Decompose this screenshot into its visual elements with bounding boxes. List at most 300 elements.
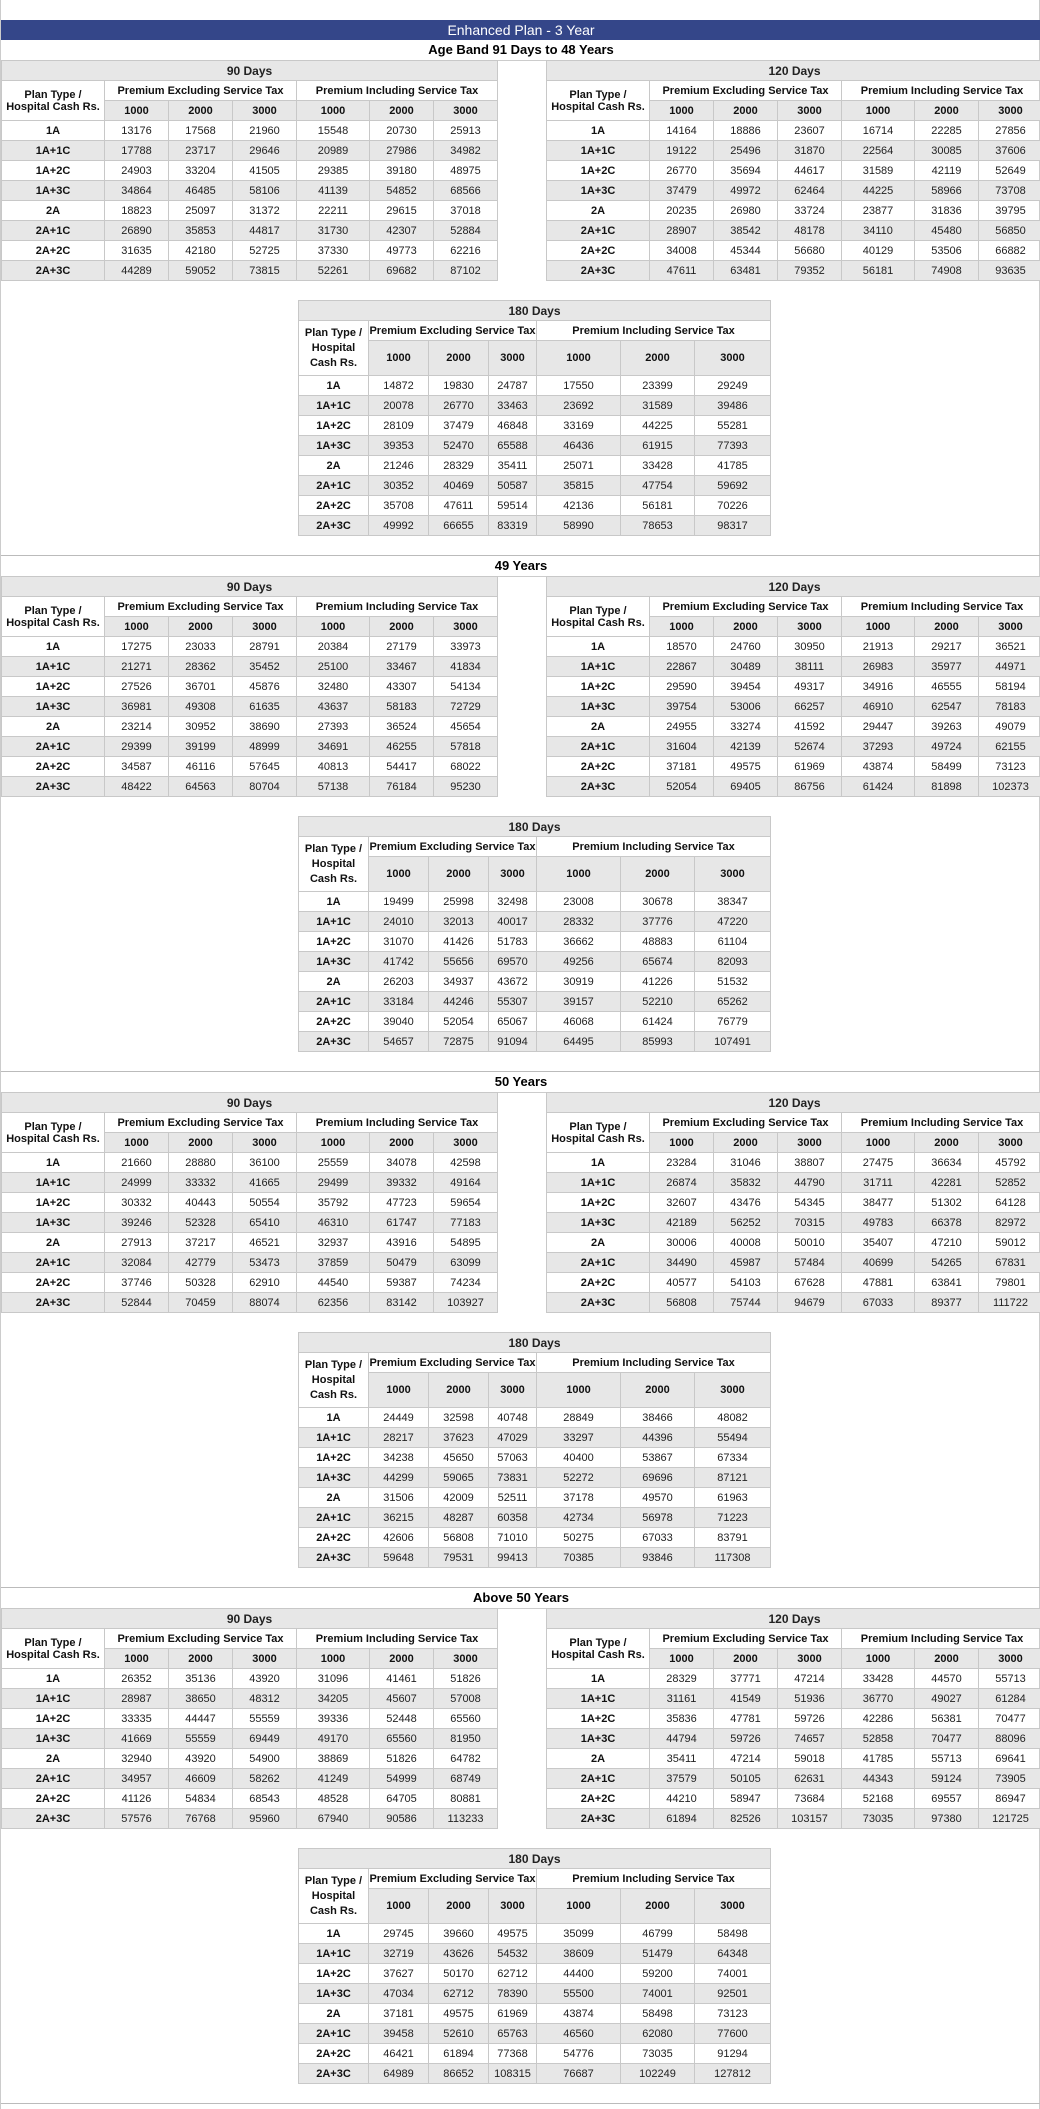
premium-cell: 30489 (714, 657, 778, 677)
premium-cell: 35836 (650, 1709, 714, 1729)
premium-cell: 29249 (695, 376, 771, 396)
premium-cell: 20235 (650, 201, 714, 221)
premium-cell: 25071 (537, 456, 621, 476)
table-row (2, 1273, 498, 1293)
premium-cell: 87102 (434, 261, 498, 281)
premium-cell: 52649 (979, 161, 1040, 181)
premium-cell: 72875 (429, 1032, 489, 1052)
premium-cell: 29385 (297, 161, 370, 181)
plan-title-bar: Enhanced Plan - 3 Year (1, 20, 1040, 40)
premium-cell: 44447 (169, 1709, 233, 1729)
table-row (299, 396, 771, 416)
premium-cell: 32607 (650, 1193, 714, 1213)
premium-cell: 26203 (369, 972, 429, 992)
premium-cell: 41461 (370, 1669, 434, 1689)
premium-cell: 41669 (105, 1729, 169, 1749)
premium-cell: 30352 (369, 476, 429, 496)
table-row (2, 221, 498, 241)
premium-cell: 33184 (369, 992, 429, 1012)
premium-cell: 65410 (233, 1213, 297, 1233)
premium-cell: 65588 (489, 436, 537, 456)
premium-cell: 52844 (105, 1293, 169, 1313)
premium-cell: 32480 (297, 677, 370, 697)
plan-type-cell: 2A+2C (2, 1789, 105, 1809)
plan-type-cell: 2A (299, 2004, 369, 2024)
plan-type-header: Plan Type / Hospital Cash Rs. (547, 597, 650, 637)
hospital-cash-header: 1000 (369, 1889, 429, 1924)
premium-cell: 41426 (429, 932, 489, 952)
premium-cell: 34587 (105, 757, 169, 777)
premium-cell: 23399 (621, 376, 695, 396)
premium-cell: 52858 (842, 1729, 915, 1749)
premium-cell: 69682 (370, 261, 434, 281)
premium-cell: 17788 (105, 141, 169, 161)
table-row (2, 1809, 498, 1829)
premium-cell: 47723 (370, 1193, 434, 1213)
premium-cell: 66882 (979, 241, 1040, 261)
premium-cell: 57008 (434, 1689, 498, 1709)
premium-cell: 34691 (297, 737, 370, 757)
premium-cell: 56808 (650, 1293, 714, 1313)
table-duration-title: 120 Days (547, 1093, 1040, 1113)
premium-cell: 83791 (695, 1528, 771, 1548)
premium-cell: 52328 (169, 1213, 233, 1233)
premium-cell: 59065 (429, 1468, 489, 1488)
plan-type-cell: 1A+2C (547, 1709, 650, 1729)
premium-cell: 41249 (297, 1769, 370, 1789)
table-row (299, 892, 771, 912)
premium-cell: 79531 (429, 1548, 489, 1568)
premium-cell: 37293 (842, 737, 915, 757)
premium-cell: 17550 (537, 376, 621, 396)
plan-type-cell: 1A+2C (299, 1448, 369, 1468)
premium-cell: 41834 (434, 657, 498, 677)
premium-cell: 74908 (915, 261, 979, 281)
table-duration-title: 120 Days (547, 577, 1040, 597)
plan-type-cell: 2A+1C (299, 1508, 369, 1528)
plan-type-cell: 2A+3C (547, 777, 650, 797)
premium-cell: 33274 (714, 717, 778, 737)
premium-cell: 95960 (233, 1809, 297, 1829)
table-row (299, 1944, 771, 1964)
premium-cell: 31870 (778, 141, 842, 161)
premium-cell: 41126 (105, 1789, 169, 1809)
premium-cell: 37217 (169, 1233, 233, 1253)
premium-cell: 28362 (169, 657, 233, 677)
premium-cell: 43874 (842, 757, 915, 777)
premium-cell: 24999 (105, 1173, 169, 1193)
premium-cell: 35853 (169, 221, 233, 241)
premium-cell: 42286 (842, 1709, 915, 1729)
premium-cell: 51826 (370, 1749, 434, 1769)
age-band-section (1, 556, 1040, 1072)
hospital-cash-header: 2000 (169, 1649, 233, 1669)
plan-type-header: Plan Type / Hospital Cash Rs. (547, 1113, 650, 1153)
premium-cell: 72729 (434, 697, 498, 717)
premium-cell: 35411 (650, 1749, 714, 1769)
premium-cell: 70226 (695, 496, 771, 516)
incl-tax-header: Premium Including Service Tax (842, 597, 1040, 617)
premium-cell: 55559 (233, 1709, 297, 1729)
premium-cell: 64989 (369, 2064, 429, 2084)
plan-type-cell: 2A+3C (299, 1032, 369, 1052)
premium-cell: 46485 (169, 181, 233, 201)
table-duration-title: 90 Days (2, 61, 498, 81)
premium-cell: 36770 (842, 1689, 915, 1709)
premium-cell: 44210 (650, 1789, 714, 1809)
premium-cell: 32719 (369, 1944, 429, 1964)
premium-cell: 69557 (915, 1789, 979, 1809)
premium-cell: 58262 (233, 1769, 297, 1789)
premium-cell: 62910 (233, 1273, 297, 1293)
premium-cell: 53006 (714, 697, 778, 717)
premium-cell: 59726 (714, 1729, 778, 1749)
premium-cell: 18570 (650, 637, 714, 657)
premium-cell: 59514 (489, 496, 537, 516)
incl-tax-header: Premium Including Service Tax (297, 597, 498, 617)
plan-type-cell: 2A+1C (2, 1253, 105, 1273)
premium-cell: 44343 (842, 1769, 915, 1789)
table-row (547, 1273, 1040, 1293)
premium-cell: 41742 (369, 952, 429, 972)
table-row (2, 161, 498, 181)
hospital-cash-header: 2000 (915, 101, 979, 121)
premium-cell: 53473 (233, 1253, 297, 1273)
premium-cell: 77368 (489, 2044, 537, 2064)
hospital-cash-header: 1000 (650, 1649, 714, 1669)
premium-cell: 27393 (297, 717, 370, 737)
premium-cell: 49570 (621, 1488, 695, 1508)
premium-cell: 46848 (489, 416, 537, 436)
plan-type-cell: 2A (547, 1233, 650, 1253)
hospital-cash-header: 2000 (714, 101, 778, 121)
premium-cell: 41785 (695, 456, 771, 476)
hospital-cash-header: 1000 (842, 617, 915, 637)
premium-cell: 74001 (621, 1984, 695, 2004)
premium-cell: 31836 (915, 201, 979, 221)
premium-cell: 57484 (778, 1253, 842, 1273)
premium-cell: 38650 (169, 1689, 233, 1709)
premium-cell: 32498 (489, 892, 537, 912)
premium-cell: 76768 (169, 1809, 233, 1829)
premium-cell: 24955 (650, 717, 714, 737)
premium-cell: 37771 (714, 1669, 778, 1689)
hospital-cash-header: 1000 (650, 1133, 714, 1153)
premium-cell: 57818 (434, 737, 498, 757)
premium-cell: 102249 (621, 2064, 695, 2084)
premium-cell: 40699 (842, 1253, 915, 1273)
table-duration-title: 180 Days (299, 1849, 771, 1869)
premium-cell: 74657 (778, 1729, 842, 1749)
premium-cell: 59012 (979, 1233, 1040, 1253)
premium-cell: 79352 (778, 261, 842, 281)
premium-cell: 65763 (489, 2024, 537, 2044)
premium-cell: 21246 (369, 456, 429, 476)
plan-type-cell: 2A+1C (547, 1253, 650, 1273)
hospital-cash-header: 3000 (695, 1373, 771, 1408)
premium-cell: 37776 (621, 912, 695, 932)
table-row (299, 1488, 771, 1508)
premium-cell: 30950 (778, 637, 842, 657)
premium-cell: 29615 (370, 201, 434, 221)
premium-cell: 59654 (434, 1193, 498, 1213)
premium-cell: 49308 (169, 697, 233, 717)
premium-cell: 90586 (370, 1809, 434, 1829)
premium-cell: 49992 (369, 516, 429, 536)
premium-cell: 45792 (979, 1153, 1040, 1173)
premium-cell: 56181 (842, 261, 915, 281)
hospital-cash-header: 3000 (979, 1649, 1040, 1669)
premium-cell: 43874 (537, 2004, 621, 2024)
premium-cell: 32940 (105, 1749, 169, 1769)
premium-cell: 35708 (369, 496, 429, 516)
premium-cell: 48422 (105, 777, 169, 797)
premium-cell: 26770 (429, 396, 489, 416)
premium-cell: 62712 (429, 1984, 489, 2004)
premium-cell: 36981 (105, 697, 169, 717)
premium-cell: 42779 (169, 1253, 233, 1273)
premium-table (546, 576, 1040, 797)
premium-cell: 56680 (778, 241, 842, 261)
premium-cell: 20384 (297, 637, 370, 657)
premium-cell: 70459 (169, 1293, 233, 1313)
plan-type-cell: 1A+2C (299, 1964, 369, 1984)
premium-cell: 47754 (621, 476, 695, 496)
plan-type-cell: 1A+2C (2, 1193, 105, 1213)
premium-cell: 23033 (169, 637, 233, 657)
table-row (547, 121, 1040, 141)
premium-cell: 29646 (233, 141, 297, 161)
premium-cell: 27856 (979, 121, 1040, 141)
incl-tax-header: Premium Including Service Tax (842, 1113, 1040, 1133)
hospital-cash-header: 2000 (370, 1649, 434, 1669)
premium-cell: 46560 (537, 2024, 621, 2044)
premium-cell: 62155 (979, 737, 1040, 757)
premium-cell: 47214 (778, 1669, 842, 1689)
table-row (299, 1528, 771, 1548)
hospital-cash-header: 3000 (434, 101, 498, 121)
premium-cell: 30006 (650, 1233, 714, 1253)
premium-cell: 54417 (370, 757, 434, 777)
premium-cell: 14164 (650, 121, 714, 141)
premium-cell: 34238 (369, 1448, 429, 1468)
hospital-cash-header: 1000 (369, 341, 429, 376)
plan-type-cell: 1A+1C (2, 1173, 105, 1193)
premium-cell: 37018 (434, 201, 498, 221)
premium-cell: 50105 (714, 1769, 778, 1789)
premium-cell: 41549 (714, 1689, 778, 1709)
premium-cell: 62356 (297, 1293, 370, 1313)
premium-cell: 50275 (537, 1528, 621, 1548)
plan-type-cell: 2A+2C (299, 1528, 369, 1548)
premium-cell: 34008 (650, 241, 714, 261)
premium-cell: 21271 (105, 657, 169, 677)
table-row (547, 1173, 1040, 1193)
premium-cell: 39199 (169, 737, 233, 757)
premium-cell: 42734 (537, 1508, 621, 1528)
plan-type-cell: 1A (299, 892, 369, 912)
premium-cell: 86652 (429, 2064, 489, 2084)
premium-cell: 14872 (369, 376, 429, 396)
hospital-cash-header: 2000 (621, 1373, 695, 1408)
hospital-cash-header: 2000 (429, 1889, 489, 1924)
plan-type-cell: 1A (547, 637, 650, 657)
premium-cell: 33332 (169, 1173, 233, 1193)
premium-cell: 38690 (233, 717, 297, 737)
premium-cell: 89377 (915, 1293, 979, 1313)
plan-type-cell: 2A+3C (299, 2064, 369, 2084)
plan-type-cell: 2A (2, 717, 105, 737)
plan-type-cell: 1A+3C (2, 697, 105, 717)
premium-cell: 33973 (434, 637, 498, 657)
premium-cell: 36521 (979, 637, 1040, 657)
premium-cell: 78183 (979, 697, 1040, 717)
premium-cell: 63099 (434, 1253, 498, 1273)
table-row (299, 1032, 771, 1052)
premium-cell: 20078 (369, 396, 429, 416)
premium-cell: 24787 (489, 376, 537, 396)
premium-cell: 41226 (621, 972, 695, 992)
premium-cell: 25998 (429, 892, 489, 912)
plan-type-cell: 1A+1C (547, 657, 650, 677)
premium-cell: 34490 (650, 1253, 714, 1273)
premium-cell: 33463 (489, 396, 537, 416)
table-row (299, 376, 771, 396)
premium-cell: 47611 (429, 496, 489, 516)
premium-cell: 28332 (537, 912, 621, 932)
premium-cell: 47611 (650, 261, 714, 281)
premium-cell: 36524 (370, 717, 434, 737)
premium-cell: 34864 (105, 181, 169, 201)
table-row (299, 1924, 771, 1944)
table-row (299, 476, 771, 496)
table-row (547, 1749, 1040, 1769)
table-row (299, 436, 771, 456)
hospital-cash-header: 3000 (489, 341, 537, 376)
premium-cell: 27913 (105, 1233, 169, 1253)
premium-cell: 44400 (537, 1964, 621, 1984)
premium-cell: 55656 (429, 952, 489, 972)
premium-cell: 43626 (429, 1944, 489, 1964)
table-row (547, 181, 1040, 201)
premium-cell: 18886 (714, 121, 778, 141)
premium-cell: 54834 (169, 1789, 233, 1809)
premium-cell: 43920 (169, 1749, 233, 1769)
premium-cell: 91294 (695, 2044, 771, 2064)
excl-tax-header: Premium Excluding Service Tax (105, 81, 297, 101)
premium-cell: 52674 (778, 737, 842, 757)
premium-cell: 65067 (489, 1012, 537, 1032)
premium-cell: 52168 (842, 1789, 915, 1809)
premium-cell: 61284 (979, 1689, 1040, 1709)
plan-type-cell: 1A+1C (299, 1944, 369, 1964)
premium-cell: 49317 (778, 677, 842, 697)
premium-cell: 49972 (714, 181, 778, 201)
premium-cell: 63841 (915, 1273, 979, 1293)
premium-cell: 31046 (714, 1153, 778, 1173)
table-row (547, 1729, 1040, 1749)
premium-cell: 39336 (297, 1709, 370, 1729)
premium-cell: 73035 (842, 1809, 915, 1829)
premium-cell: 34916 (842, 677, 915, 697)
excl-tax-header: Premium Excluding Service Tax (105, 597, 297, 617)
plan-type-cell: 2A+2C (299, 496, 369, 516)
excl-tax-header: Premium Excluding Service Tax (369, 1869, 537, 1889)
premium-cell: 47781 (714, 1709, 778, 1729)
premium-cell: 26874 (650, 1173, 714, 1193)
hospital-cash-header: 1000 (842, 1133, 915, 1153)
premium-cell: 15548 (297, 121, 370, 141)
plan-type-cell: 2A+3C (299, 516, 369, 536)
premium-cell: 28987 (105, 1689, 169, 1709)
plan-type-cell: 2A (299, 972, 369, 992)
premium-cell: 121725 (979, 1809, 1040, 1829)
premium-cell: 70477 (979, 1709, 1040, 1729)
premium-cell: 54895 (434, 1233, 498, 1253)
table-row (547, 1253, 1040, 1273)
hospital-cash-header: 3000 (489, 857, 537, 892)
premium-cell: 47220 (695, 912, 771, 932)
premium-cell: 35136 (169, 1669, 233, 1689)
premium-cell: 83142 (370, 1293, 434, 1313)
plan-type-cell: 2A+2C (547, 1273, 650, 1293)
premium-cell: 54852 (370, 181, 434, 201)
premium-cell: 65674 (621, 952, 695, 972)
premium-cell: 39246 (105, 1213, 169, 1233)
premium-cell: 36634 (915, 1153, 979, 1173)
premium-cell: 44225 (621, 416, 695, 436)
premium-cell: 88074 (233, 1293, 297, 1313)
premium-cell: 92501 (695, 1984, 771, 2004)
plan-type-cell: 2A+1C (547, 221, 650, 241)
premium-cell: 80704 (233, 777, 297, 797)
premium-cell: 52054 (429, 1012, 489, 1032)
premium-cell: 27526 (105, 677, 169, 697)
plan-type-cell: 2A+3C (2, 261, 105, 281)
premium-cell: 57063 (489, 1448, 537, 1468)
premium-cell: 64495 (537, 1032, 621, 1052)
plan-type-cell: 2A+1C (2, 221, 105, 241)
table-row (2, 757, 498, 777)
plan-type-cell: 1A (2, 637, 105, 657)
premium-cell: 62080 (621, 2024, 695, 2044)
premium-cell: 54900 (233, 1749, 297, 1769)
premium-cell: 35407 (842, 1233, 915, 1253)
hospital-cash-header: 1000 (105, 1133, 169, 1153)
plan-type-cell: 2A (2, 1749, 105, 1769)
table-row (547, 241, 1040, 261)
premium-cell: 43476 (714, 1193, 778, 1213)
premium-cell: 61969 (778, 757, 842, 777)
premium-cell: 44396 (621, 1428, 695, 1448)
premium-cell: 77183 (434, 1213, 498, 1233)
excl-tax-header: Premium Excluding Service Tax (105, 1113, 297, 1133)
premium-cell: 39332 (370, 1173, 434, 1193)
premium-cell: 42307 (370, 221, 434, 241)
premium-cell: 29499 (297, 1173, 370, 1193)
hospital-cash-header: 2000 (169, 1133, 233, 1153)
table-row (547, 697, 1040, 717)
incl-tax-header: Premium Including Service Tax (842, 81, 1040, 101)
premium-cell: 74234 (434, 1273, 498, 1293)
premium-cell: 28329 (650, 1669, 714, 1689)
premium-cell: 73708 (979, 181, 1040, 201)
hospital-cash-header: 2000 (370, 101, 434, 121)
premium-cell: 55500 (537, 1984, 621, 2004)
premium-cell: 44617 (778, 161, 842, 181)
table-row (547, 1293, 1040, 1313)
plan-type-cell: 1A+2C (2, 161, 105, 181)
